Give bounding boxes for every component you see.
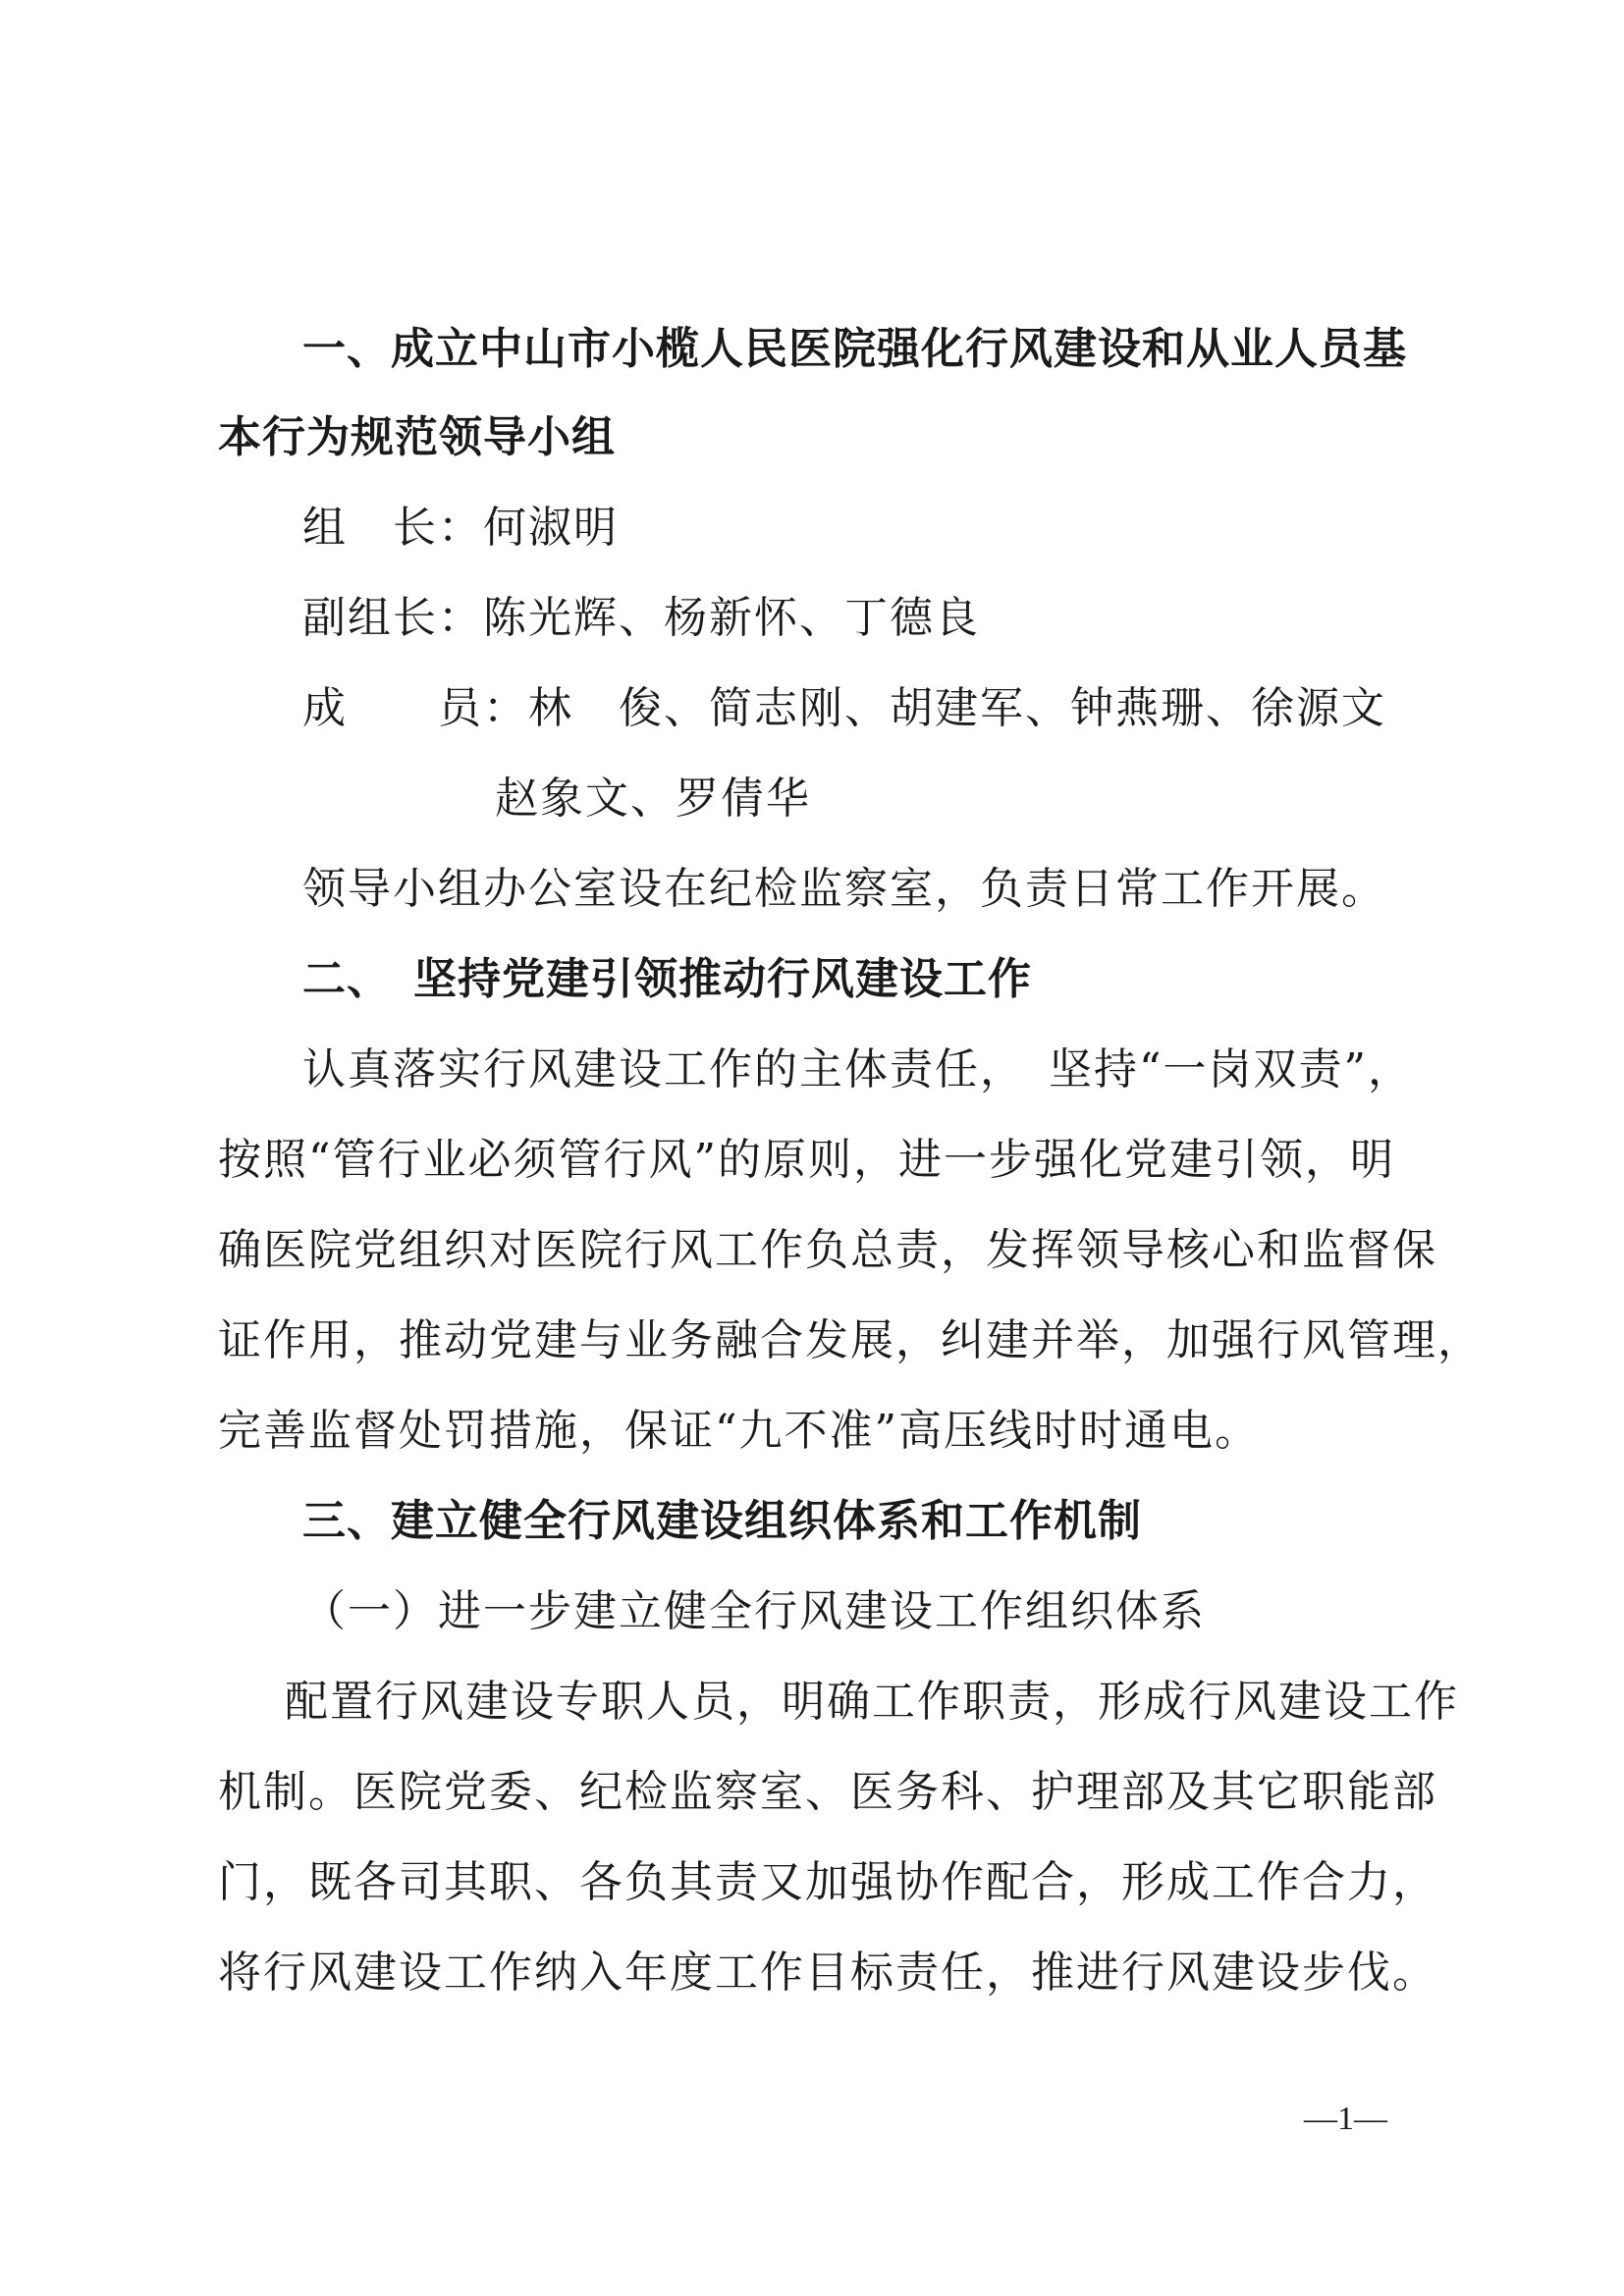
section-2-paragraph-line: 按照“管行业必须管行风”的原则，进一步强化党建引领，明 bbox=[218, 1135, 1395, 1185]
section-2-paragraph-line: 证作用，推动党建与业务融合发展，纠建并举，加强行风管理， bbox=[218, 1315, 1483, 1365]
section-1-heading-line-2: 本行为规范领导小组 bbox=[218, 412, 616, 462]
office-note: 领导小组办公室设在纪检监察室，负责日常工作开展。 bbox=[302, 864, 1386, 914]
section-3-paragraph-line: 机制。医院党委、纪检监察室、医务科、护理部及其它职能部 bbox=[218, 1767, 1437, 1817]
section-3-paragraph-line: 门，既各司其职、各负其责又加强协作配合，形成工作合力， bbox=[218, 1857, 1437, 1907]
section-2-paragraph-line: 完善监督处罚措施，保证“九不准”高压线时时通电。 bbox=[218, 1406, 1260, 1456]
section-2-paragraph-line: 认真落实行风建设工作的主体责任， 坚持“一岗双责”， bbox=[302, 1044, 1413, 1095]
leader-line: 组 长：何淑明 bbox=[302, 503, 619, 553]
section-2-paragraph-line: 确医院党组织对医院行风工作负总责，发挥领导核心和监督保 bbox=[218, 1225, 1437, 1275]
section-3-subheading: （一）进一步建立健全行风建设工作组织体系 bbox=[302, 1586, 1206, 1636]
page-number: —1— bbox=[1304, 2101, 1387, 2137]
members-line-2: 赵象文、罗倩华 bbox=[495, 774, 811, 824]
section-3-paragraph-line: 将行风建设工作纳入年度工作目标责任，推进行风建设步伐。 bbox=[218, 1948, 1437, 1998]
section-3-paragraph-line: 配置行风建设专职人员，明确工作职责，形成行风建设工作 bbox=[285, 1677, 1459, 1727]
section-1-heading-line-1: 一、成立中山市小榄人民医院强化行风建设和从业人员基 bbox=[302, 324, 1407, 374]
deputy-leaders-line: 副组长：陈光辉、杨新怀、丁德良 bbox=[302, 593, 980, 643]
section-3-heading: 三、建立健全行风建设组织体系和工作机制 bbox=[302, 1496, 1142, 1546]
section-2-heading: 二、 坚持党建引领推动行风建设工作 bbox=[302, 954, 1032, 1004]
members-line-1: 成 员：林 俊、简志刚、胡建军、钟燕珊、徐源文 bbox=[302, 683, 1386, 733]
